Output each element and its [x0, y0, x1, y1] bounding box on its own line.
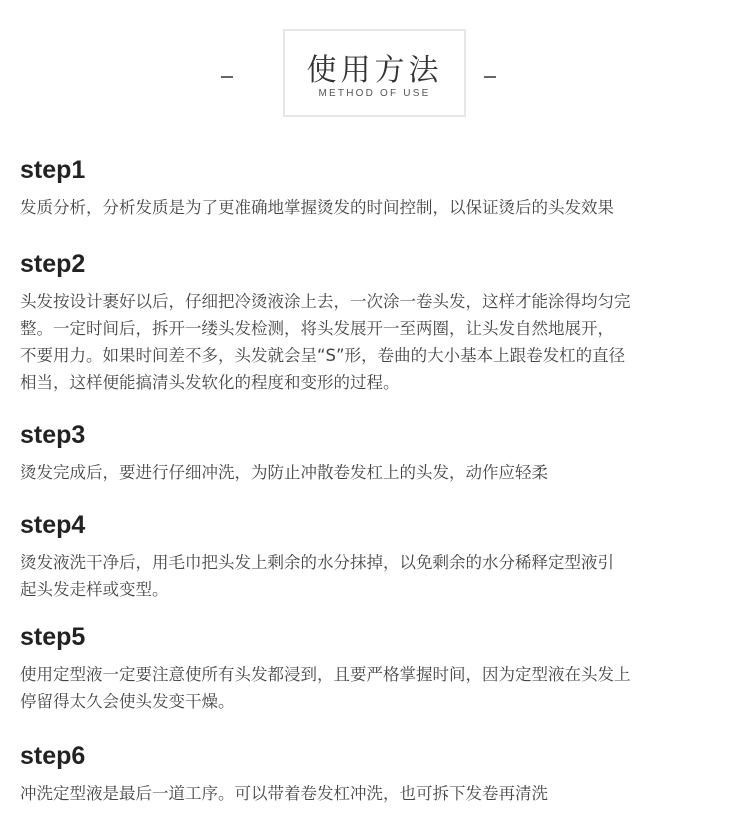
step4-line-2: 起头发走样或变型。	[20, 580, 169, 599]
page-title: 使用方法	[306, 53, 443, 88]
step2-line-4: 相当，这样便能搞清头发软化的程度和变形的过程。	[20, 373, 400, 392]
step3-line-1: 烫发完成后，要进行仔细冲洗，为防止冲散卷发杠上的头发，动作应轻柔	[20, 463, 548, 482]
step1-line-1: 发质分析，分析发质是为了更准确地掌握烫发的时间控制，以保证烫后的头发效果	[20, 198, 614, 217]
step6-heading: step6	[20, 742, 86, 770]
header-left-dash	[221, 76, 233, 78]
step4-heading: step4	[20, 511, 86, 539]
header-right-dash	[484, 76, 496, 78]
header-box	[283, 29, 466, 117]
step6-line-1: 冲洗定型液是最后一道工序。可以带着卷发杠冲洗，也可拆下发卷再清洗	[20, 784, 548, 803]
step5-line-1: 使用定型液一定要注意使所有头发都浸到，且要严格掌握时间，因为定型液在头发上	[20, 665, 631, 684]
step1-heading: step1	[20, 156, 86, 184]
step2-text	[20, 288, 740, 396]
step5-text	[20, 661, 740, 715]
step2-heading: step2	[20, 250, 86, 278]
step2-line-3: 不要用力。如果时间差不多，头发就会呈“S”形，卷曲的大小基本上跟卷发杠的直径	[20, 346, 626, 365]
step2-line-1: 头发按设计裹好以后，仔细把冷烫液涂上去，一次涂一卷头发，这样才能涂得均匀完	[20, 292, 631, 311]
page-subtitle: METHOD OF USE	[318, 88, 431, 99]
step5-line-2: 停留得太久会使头发变干燥。	[20, 692, 235, 711]
step6-text	[20, 780, 740, 807]
step1-text	[20, 194, 740, 221]
step4-line-1: 烫发液洗干净后，用毛巾把头发上剩余的水分抹掉，以免剩余的水分稀释定型液引	[20, 553, 614, 572]
step2-line-2: 整。一定时间后，拆开一缕头发检测，将头发展开一至两圈，让头发自然地展开，	[20, 319, 614, 338]
step3-heading: step3	[20, 421, 86, 449]
step3-text	[20, 459, 740, 486]
step5-heading: step5	[20, 623, 86, 651]
step4-text	[20, 549, 740, 603]
